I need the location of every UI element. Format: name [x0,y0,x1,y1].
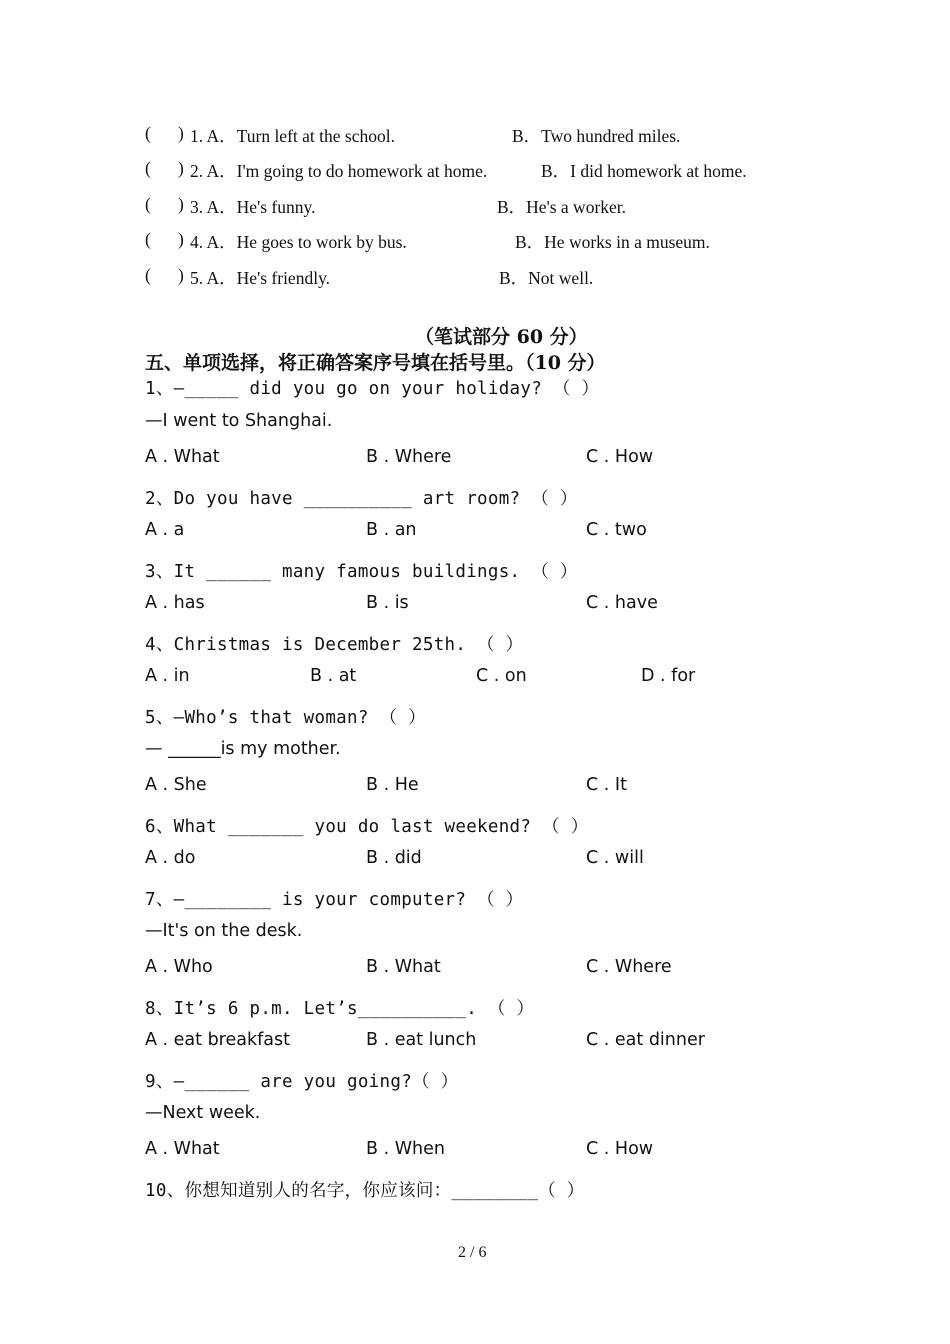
listening-item-2-a: 2. A．I'm going to do homework at home. [190,161,488,181]
answer-paren-close-2: ) [178,158,184,178]
question-8-option-b: B . eat lunch [366,1030,477,1050]
question-7-option-a: A . Who [145,957,213,977]
listening-item-3-b: B．He's a worker. [497,197,627,217]
question-1-option-b: B . Where [366,447,452,467]
listening-item-1-b: B．Two hundred miles. [512,126,681,146]
question-7-option-b: B . What [366,957,441,977]
question-7-response: —It's on the desk. [145,921,303,941]
listening-item-4-b: B．He works in a museum. [515,232,710,252]
question-3: 3、It ______ many famous buildings. （ ） [145,562,578,582]
question-6-option-a: A . do [145,848,196,868]
question-9-option-b: B . When [366,1139,445,1159]
question-3-option-c: C . have [586,593,658,613]
question-6-option-c: C . will [586,848,644,868]
question-8-option-c: C . eat dinner [586,1030,705,1050]
answer-paren-close-5: ) [178,265,184,285]
question-4-option-d: D . for [641,666,696,686]
question-1-option-c: C . How [586,447,654,467]
answer-paren-close-4: ) [178,229,184,249]
answer-paren-5: ( [145,265,151,285]
question-6-option-b: B . did [366,848,422,868]
listening-item-1-a: 1. A．Turn left at the school. [190,126,395,146]
question-5-response: — ______is my mother. [145,739,341,759]
question-4-option-b: B . at [310,666,357,686]
question-3-option-b: B . is [366,593,409,613]
question-3-option-a: A . has [145,593,205,613]
question-9-response: —Next week. [145,1103,261,1123]
question-4-option-a: A . in [145,666,190,686]
listening-item-5-a: 5. A．He's friendly. [190,268,331,288]
question-1-response: —I went to Shanghai. [145,411,333,431]
answer-paren-close-3: ) [178,194,184,214]
question-7-option-c: C . Where [586,957,672,977]
answer-paren-2: ( [145,158,151,178]
question-8: 8、It’s 6 p.m. Let’s__________. （ ） [145,999,535,1019]
question-1: 1、—_____ did you go on your holiday? （ ） [145,379,600,399]
question-5-option-c: C . It [586,775,627,795]
question-2-option-c: C . two [586,520,647,540]
question-5: 5、—Who’s that woman? （ ） [145,708,426,728]
question-2: 2、Do you have __________ art room? （ ） [145,489,578,509]
answer-paren-1: ( [145,123,151,143]
section-5-title: 五、单项选择，将正确答案序号填在括号里。（10 分） [145,352,606,374]
question-7: 7、—________ is your computer? （ ） [145,890,524,910]
listening-item-5-b: B．Not well. [499,268,594,288]
question-8-option-a: A . eat breakfast [145,1030,290,1050]
question-9-option-a: A . What [145,1139,220,1159]
answer-paren-4: ( [145,229,151,249]
question-9-option-c: C . How [586,1139,654,1159]
answer-paren-3: ( [145,194,151,214]
question-9: 9、—______ are you going?（ ） [145,1072,459,1092]
listening-item-2-b: B．I did homework at home. [541,161,747,181]
written-part-title: （笔试部分 60 分） [415,326,588,348]
question-2-option-a: A . a [145,520,185,540]
question-4: 4、Christmas is December 25th. （ ） [145,635,524,655]
listening-item-4-a: 4. A．He goes to work by bus. [190,232,407,252]
page-number: 2 / 6 [458,1244,487,1261]
question-6: 6、What _______ you do last weekend? （ ） [145,817,589,837]
question-2-option-b: B . an [366,520,417,540]
question-5-option-b: B . He [366,775,419,795]
question-4-option-c: C . on [476,666,527,686]
answer-paren-close-1: ) [178,123,184,143]
listening-item-3-a: 3. A．He's funny. [190,197,316,217]
question-5-option-a: A . She [145,775,207,795]
question-10: 10、你想知道别人的名字，你应该问：________（ ） [145,1181,585,1201]
question-1-option-a: A . What [145,447,220,467]
